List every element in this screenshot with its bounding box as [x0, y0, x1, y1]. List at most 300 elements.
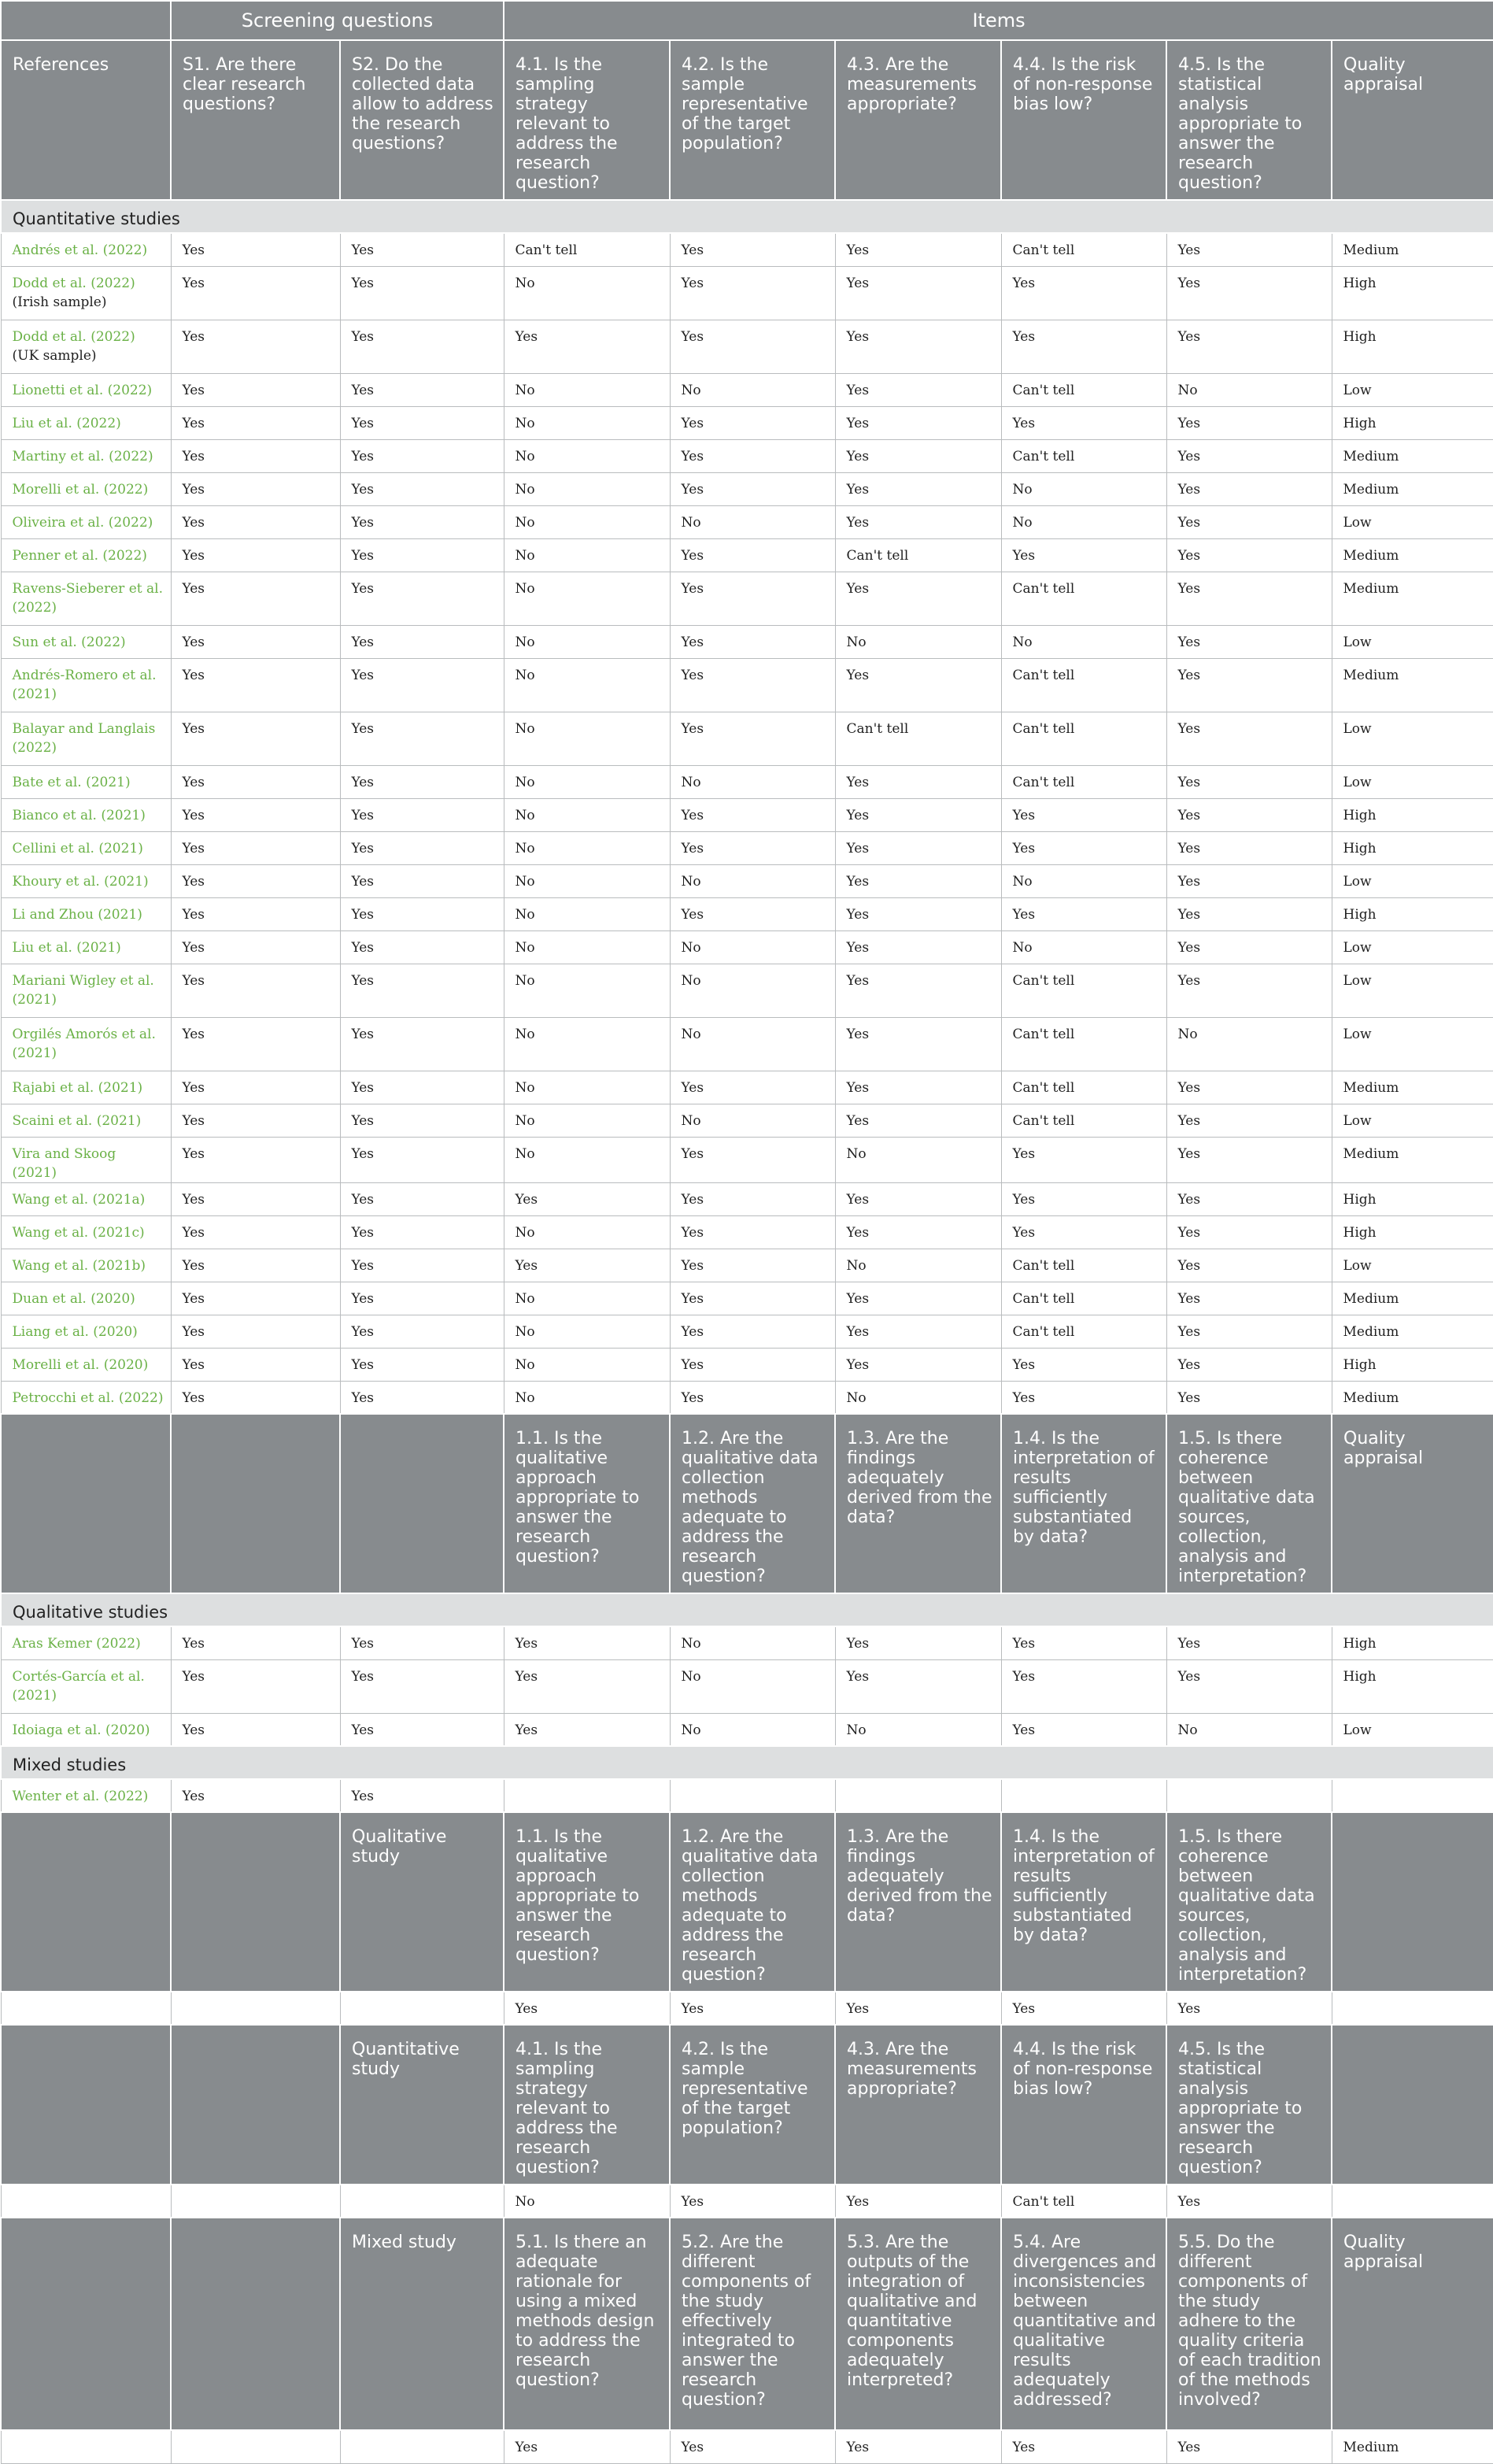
- item-header: 5.2. Are the different components of the study effectively integrated to answer the research question?: [670, 2218, 835, 2430]
- value-cell: No: [504, 1137, 670, 1182]
- value-cell: Yes: [340, 1215, 504, 1249]
- value-cell: Can't tell: [1001, 1071, 1166, 1104]
- table-row: [1, 1182, 1493, 1215]
- value-cell: Low: [1332, 765, 1493, 798]
- value-cell: Can't tell: [1001, 658, 1166, 712]
- reference-link[interactable]: Vira and Skoog (2021): [12, 1145, 116, 1181]
- value-cell: Yes: [340, 406, 504, 439]
- value-cell: Yes: [1001, 831, 1166, 864]
- value-cell: Yes: [171, 765, 340, 798]
- value-cell: Yes: [171, 1017, 340, 1071]
- reference-cell: [1, 1713, 171, 1746]
- reference-cell: [1, 1071, 171, 1104]
- table-row: [1, 1779, 1493, 1812]
- table-body: [1, 1, 1493, 2463]
- value-cell: Yes: [1166, 2430, 1332, 2463]
- reference-link[interactable]: Martiny et al. (2022): [12, 448, 153, 464]
- value-cell: Yes: [1001, 1348, 1166, 1381]
- table-row: [1, 439, 1493, 472]
- reference-cell: [1, 1017, 171, 1071]
- item-header: [1332, 2025, 1493, 2185]
- reference-link[interactable]: Andrés et al. (2022): [12, 242, 148, 258]
- blank-header-cell: [1, 2218, 171, 2430]
- value-cell: Yes: [1166, 1104, 1332, 1137]
- value-cell: No: [504, 266, 670, 320]
- mixed-study-items-header: [1, 2218, 1493, 2430]
- value-cell: Yes: [340, 798, 504, 831]
- value-cell: Yes: [835, 233, 1001, 266]
- value-cell: No: [835, 625, 1001, 658]
- value-cell: Yes: [835, 320, 1001, 373]
- value-cell: Yes: [1001, 1182, 1166, 1215]
- value-cell: Yes: [171, 439, 340, 472]
- reference-cell: [1, 1249, 171, 1282]
- reference-link[interactable]: Aras Kemer (2022): [12, 1636, 141, 1652]
- value-cell: Yes: [171, 1659, 340, 1713]
- value-cell: Yes: [835, 1182, 1001, 1215]
- table-row: [1, 864, 1493, 897]
- value-cell: Yes: [340, 572, 504, 625]
- table-row: [1, 572, 1493, 625]
- qualitative-items-header: [1, 1414, 1493, 1593]
- blank-cell: [340, 1992, 504, 2025]
- value-cell: Medium: [1332, 439, 1493, 472]
- reference-cell: [1, 625, 171, 658]
- value-cell: Yes: [171, 930, 340, 964]
- value-cell: Yes: [835, 897, 1001, 930]
- value-cell: Yes: [835, 1104, 1001, 1137]
- value-cell: No: [504, 1315, 670, 1348]
- value-cell: Yes: [340, 538, 504, 572]
- reference-cell: [1, 406, 171, 439]
- reference-cell: [1, 1659, 171, 1713]
- reference-link[interactable]: Khoury et al. (2021): [12, 873, 149, 890]
- reference-link[interactable]: Wenter et al. (2022): [12, 1789, 149, 1804]
- value-cell: Yes: [835, 658, 1001, 712]
- value-cell: Yes: [340, 1282, 504, 1315]
- value-cell: High: [1332, 1659, 1493, 1713]
- value-cell: High: [1332, 1215, 1493, 1249]
- value-cell: Can't tell: [1001, 964, 1166, 1017]
- column-header: 4.4. Is the risk of non-response bias low?: [1001, 40, 1166, 200]
- value-cell: Yes: [835, 1659, 1001, 1713]
- value-cell: Yes: [1001, 320, 1166, 373]
- value-cell: Low: [1332, 1104, 1493, 1137]
- value-cell: [1001, 1779, 1166, 1812]
- value-cell: Yes: [1166, 712, 1332, 765]
- reference-cell: [1, 472, 171, 505]
- value-cell: Yes: [835, 266, 1001, 320]
- reference-link[interactable]: Bianco et al. (2021): [12, 807, 146, 823]
- value-cell: No: [670, 1713, 835, 1746]
- item-header: 1.1. Is the qualitative approach appropriate to answer the research question?: [504, 1414, 670, 1593]
- value-cell: Yes: [340, 1779, 504, 1812]
- value-cell: Yes: [171, 798, 340, 831]
- reference-link[interactable]: Andrés-Romero et al. (2021): [12, 667, 157, 702]
- reference-link[interactable]: Orgilés Amorós et al. (2021): [12, 1026, 156, 1061]
- value-cell: Yes: [670, 1381, 835, 1414]
- reference-link[interactable]: Wang et al. (2021b): [12, 1257, 146, 1274]
- reference-cell: [1, 1137, 171, 1182]
- value-cell: Can't tell: [1001, 1017, 1166, 1071]
- value-cell: Yes: [670, 406, 835, 439]
- reference-link[interactable]: Liu et al. (2022): [12, 415, 121, 431]
- value-cell: No: [670, 964, 835, 1017]
- value-cell: Yes: [1166, 439, 1332, 472]
- value-cell: Yes: [670, 472, 835, 505]
- table-row: [1, 1348, 1493, 1381]
- value-cell: No: [504, 712, 670, 765]
- reference-link[interactable]: Mariani Wigley et al. (2021): [12, 972, 154, 1008]
- value-cell: Yes: [171, 625, 340, 658]
- table-row: [1, 658, 1493, 712]
- value-cell: Yes: [171, 658, 340, 712]
- value-cell: Yes: [171, 864, 340, 897]
- table-row: [1, 930, 1493, 964]
- value-cell: High: [1332, 1182, 1493, 1215]
- table-row: [1, 897, 1493, 930]
- value-cell: No: [670, 864, 835, 897]
- value-cell: High: [1332, 320, 1493, 373]
- value-cell: Yes: [171, 1779, 340, 1812]
- value-cell: [1166, 1779, 1332, 1812]
- blank-cell: [1, 2430, 171, 2463]
- value-cell: No: [504, 831, 670, 864]
- value-cell: Can't tell: [1001, 765, 1166, 798]
- value-cell: Low: [1332, 864, 1493, 897]
- reference-link[interactable]: Cellini et al. (2021): [12, 840, 143, 856]
- value-cell: Yes: [1166, 1348, 1332, 1381]
- value-cell: Yes: [1166, 1282, 1332, 1315]
- value-cell: Yes: [1166, 1249, 1332, 1282]
- item-header: Quality appraisal: [1332, 1414, 1493, 1593]
- item-header: 1.4. Is the interpretation of results sufficiently substantiated by data?: [1001, 1812, 1166, 1992]
- table-row: [1, 1659, 1493, 1713]
- value-cell: Yes: [670, 1315, 835, 1348]
- value-cell: Can't tell: [1001, 373, 1166, 406]
- item-header: 1.5. Is there coherence between qualitative data sources, collection, analysis and interpretation?: [1166, 1812, 1332, 1992]
- value-cell: High: [1332, 406, 1493, 439]
- value-cell: No: [504, 1348, 670, 1381]
- value-cell: Yes: [835, 1017, 1001, 1071]
- reference-cell: [1, 1779, 171, 1812]
- value-cell: Yes: [670, 538, 835, 572]
- value-cell: Yes: [1166, 1315, 1332, 1348]
- reference-cell: [1, 1215, 171, 1249]
- value-cell: Yes: [504, 320, 670, 373]
- value-cell: Can't tell: [835, 712, 1001, 765]
- item-header: 1.3. Are the findings adequately derived from the data?: [835, 1812, 1001, 1992]
- reference-link[interactable]: Liu et al. (2021): [12, 939, 121, 956]
- value-cell: No: [504, 406, 670, 439]
- value-cell: Yes: [1166, 406, 1332, 439]
- items-group-header: Items: [504, 1, 1493, 40]
- table-row: [1, 1713, 1493, 1746]
- reference-link[interactable]: Dodd et al. (2022): [12, 275, 135, 291]
- value-cell: Medium: [1332, 538, 1493, 572]
- value-cell: Yes: [1166, 831, 1332, 864]
- value-cell: Yes: [171, 897, 340, 930]
- table-row: [1, 1282, 1493, 1315]
- value-cell: Yes: [1166, 897, 1332, 930]
- reference-cell: [1, 658, 171, 712]
- value-cell: No: [1001, 472, 1166, 505]
- value-cell: Yes: [835, 406, 1001, 439]
- value-cell: No: [504, 373, 670, 406]
- value-cell: Yes: [171, 1137, 340, 1182]
- reference-link[interactable]: Rajabi et al. (2021): [12, 1079, 143, 1096]
- value-cell: Yes: [171, 538, 340, 572]
- value-cell: No: [670, 765, 835, 798]
- value-cell: Yes: [1166, 472, 1332, 505]
- value-cell: Yes: [171, 1182, 340, 1215]
- value-cell: Yes: [1166, 2185, 1332, 2218]
- reference-link[interactable]: Balayar and Langlais (2022): [12, 720, 156, 756]
- value-cell: Yes: [340, 930, 504, 964]
- value-cell: Yes: [670, 1348, 835, 1381]
- value-cell: No: [670, 1104, 835, 1137]
- value-cell: Yes: [171, 406, 340, 439]
- value-cell: Yes: [340, 505, 504, 538]
- table-row: [1, 712, 1493, 765]
- value-cell: Yes: [171, 572, 340, 625]
- value-cell: Low: [1332, 505, 1493, 538]
- value-cell: Yes: [340, 1182, 504, 1215]
- value-cell: Yes: [340, 1626, 504, 1659]
- blank-header-cell: [171, 1812, 340, 1992]
- value-cell: No: [1001, 505, 1166, 538]
- column-header: S1. Are there clear research questions?: [171, 40, 340, 200]
- value-cell: Yes: [670, 1182, 835, 1215]
- table-row: [1, 1315, 1493, 1348]
- item-header: [1332, 1812, 1493, 1992]
- reference-link[interactable]: Sun et al. (2022): [12, 634, 126, 650]
- value-cell: Yes: [340, 1348, 504, 1381]
- table-row: [1, 964, 1493, 1017]
- reference-link[interactable]: Bate et al. (2021): [12, 774, 131, 790]
- reference-link[interactable]: Ravens-Sieberer et al. (2022): [12, 580, 163, 616]
- value-cell: Yes: [171, 1282, 340, 1315]
- value-cell: Yes: [1166, 1626, 1332, 1659]
- column-header: S2. Do the collected data allow to address the research questions?: [340, 40, 504, 200]
- column-header: 4.5. Is the statistical analysis appropriate to answer the research question?: [1166, 40, 1332, 200]
- value-cell: Yes: [835, 1626, 1001, 1659]
- value-cell: Medium: [1332, 1137, 1493, 1182]
- value-cell: Yes: [835, 373, 1001, 406]
- reference-link[interactable]: Petrocchi et al. (2022): [12, 1389, 164, 1406]
- reference-cell: [1, 1626, 171, 1659]
- value-cell: Yes: [171, 1104, 340, 1137]
- value-cell: Yes: [1166, 1215, 1332, 1249]
- value-cell: [1332, 1779, 1493, 1812]
- reference-cell: [1, 930, 171, 964]
- value-cell: No: [504, 538, 670, 572]
- table-row: [1, 373, 1493, 406]
- value-cell: Yes: [1001, 1215, 1166, 1249]
- value-cell: Can't tell: [1001, 1315, 1166, 1348]
- value-cell: No: [1001, 864, 1166, 897]
- value-cell: Low: [1332, 373, 1493, 406]
- reference-link[interactable]: Duan et al. (2020): [12, 1290, 135, 1307]
- value-cell: Yes: [171, 1713, 340, 1746]
- value-cell: Yes: [835, 572, 1001, 625]
- reference-link[interactable]: Morelli et al. (2020): [12, 1356, 149, 1373]
- value-cell: Yes: [340, 625, 504, 658]
- value-cell: Yes: [670, 233, 835, 266]
- value-cell: Yes: [340, 1017, 504, 1071]
- reference-cell: [1, 765, 171, 798]
- table-row: [1, 406, 1493, 439]
- value-cell: Yes: [171, 505, 340, 538]
- table-row: [1, 831, 1493, 864]
- reference-link[interactable]: Liang et al. (2020): [12, 1323, 138, 1340]
- value-cell: Yes: [835, 798, 1001, 831]
- value-cell: Yes: [835, 1992, 1001, 2025]
- reference-link[interactable]: Wang et al. (2021c): [12, 1224, 145, 1241]
- value-cell: Can't tell: [504, 233, 670, 266]
- value-cell: Yes: [835, 964, 1001, 1017]
- value-cell: Yes: [670, 2430, 835, 2463]
- table-row: [1, 1017, 1493, 1071]
- study-type-label: Qualitative study: [340, 1812, 504, 1992]
- blank-header-cell: [171, 1414, 340, 1593]
- value-cell: Can't tell: [1001, 233, 1166, 266]
- value-cell: No: [835, 1137, 1001, 1182]
- table-row: [1, 798, 1493, 831]
- section-title: Mixed studies: [1, 1746, 1493, 1779]
- item-header: 4.5. Is the statistical analysis appropriate to answer the research question?: [1166, 2025, 1332, 2185]
- table-row: [1, 472, 1493, 505]
- value-cell: Yes: [1166, 320, 1332, 373]
- value-cell: No: [504, 897, 670, 930]
- blank-cell: [171, 2430, 340, 2463]
- value-cell: No: [1166, 1713, 1332, 1746]
- value-cell: Can't tell: [1001, 1249, 1166, 1282]
- value-cell: No: [504, 2185, 670, 2218]
- value-cell: Yes: [504, 2430, 670, 2463]
- reference-link[interactable]: Scaini et al. (2021): [12, 1112, 142, 1129]
- value-cell: Yes: [340, 712, 504, 765]
- column-header: 4.2. Is the sample representative of the target population?: [670, 40, 835, 200]
- reference-link[interactable]: Lionetti et al. (2022): [12, 382, 153, 398]
- value-cell: Yes: [171, 1315, 340, 1348]
- value-cell: No: [504, 1282, 670, 1315]
- reference-cell: [1, 864, 171, 897]
- value-cell: Yes: [670, 897, 835, 930]
- mixed-qualitative-values-row: [1, 1992, 1493, 2025]
- value-cell: No: [504, 439, 670, 472]
- value-cell: Yes: [670, 320, 835, 373]
- value-cell: Yes: [340, 864, 504, 897]
- blank-header-cell: [1, 1414, 171, 1593]
- reference-link[interactable]: Cortés-García et al. (2021): [12, 1668, 145, 1704]
- value-cell: Low: [1332, 1249, 1493, 1282]
- section-title: Quantitative studies: [1, 200, 1493, 233]
- value-cell: Yes: [1166, 1137, 1332, 1182]
- value-cell: Yes: [504, 1182, 670, 1215]
- reference-link[interactable]: Idoiaga et al. (2020): [12, 1722, 150, 1738]
- item-header: 4.2. Is the sample representative of the target population?: [670, 2025, 835, 2185]
- blank-cell: [171, 1992, 340, 2025]
- value-cell: Yes: [1166, 765, 1332, 798]
- column-header: Quality appraisal: [1332, 40, 1493, 200]
- value-cell: Yes: [1166, 1659, 1332, 1713]
- study-type-label: Quantitative study: [340, 2025, 504, 2185]
- item-header: 1.3. Are the findings adequately derived from the data?: [835, 1414, 1001, 1593]
- value-cell: Medium: [1332, 1282, 1493, 1315]
- item-header: 4.1. Is the sampling strategy relevant to address the research question?: [504, 2025, 670, 2185]
- value-cell: Yes: [1001, 1137, 1166, 1182]
- table-row: [1, 320, 1493, 373]
- value-cell: High: [1332, 266, 1493, 320]
- value-cell: Yes: [1166, 1071, 1332, 1104]
- reference-link[interactable]: Wang et al. (2021a): [12, 1191, 146, 1208]
- reference-link[interactable]: Li and Zhou (2021): [12, 906, 142, 923]
- value-cell: Yes: [1001, 1626, 1166, 1659]
- value-cell: Medium: [1332, 1071, 1493, 1104]
- value-cell: Yes: [1001, 798, 1166, 831]
- table-row: [1, 266, 1493, 320]
- value-cell: Low: [1332, 625, 1493, 658]
- reference-link[interactable]: Dodd et al. (2022): [12, 328, 135, 345]
- section-title: Qualitative studies: [1, 1593, 1493, 1626]
- reference-cell: [1, 439, 171, 472]
- value-cell: Low: [1332, 712, 1493, 765]
- table-row: [1, 625, 1493, 658]
- reference-cell: [1, 505, 171, 538]
- mixed-study-values-row: [1, 2430, 1493, 2463]
- value-cell: Yes: [340, 439, 504, 472]
- reference-link[interactable]: Penner et al. (2022): [12, 547, 147, 564]
- blank-cell: [340, 2185, 504, 2218]
- value-cell: High: [1332, 897, 1493, 930]
- mixed-qualitative-items-header: [1, 1812, 1493, 1992]
- value-cell: Yes: [1166, 1182, 1332, 1215]
- value-cell: Yes: [670, 712, 835, 765]
- table-row: [1, 765, 1493, 798]
- value-cell: No: [1166, 1017, 1332, 1071]
- value-cell: Yes: [1166, 864, 1332, 897]
- reference-cell: [1, 964, 171, 1017]
- value-cell: Yes: [340, 1104, 504, 1137]
- value-cell: Yes: [1166, 1381, 1332, 1414]
- value-cell: Yes: [670, 439, 835, 472]
- value-cell: Yes: [340, 320, 504, 373]
- value-cell: No: [835, 1381, 1001, 1414]
- value-cell: Yes: [171, 1215, 340, 1249]
- value-cell: Yes: [670, 1137, 835, 1182]
- reference-cell: [1, 798, 171, 831]
- blank-header-cell: [1, 1812, 171, 1992]
- value-cell: No: [504, 765, 670, 798]
- reference-link[interactable]: Oliveira et al. (2022): [12, 514, 153, 531]
- value-cell: Yes: [1001, 1659, 1166, 1713]
- reference-link[interactable]: Morelli et al. (2022): [12, 481, 149, 498]
- value-cell: High: [1332, 1626, 1493, 1659]
- value-cell: Yes: [1001, 2430, 1166, 2463]
- value-cell: Yes: [1166, 266, 1332, 320]
- value-cell: Can't tell: [1001, 1104, 1166, 1137]
- blank-header-cell: [171, 2025, 340, 2185]
- value-cell: High: [1332, 798, 1493, 831]
- value-cell: Yes: [1166, 572, 1332, 625]
- value-cell: Yes: [835, 831, 1001, 864]
- blank-cell: [171, 2185, 340, 2218]
- table-row: [1, 233, 1493, 266]
- value-cell: Yes: [340, 1315, 504, 1348]
- value-cell: Yes: [171, 1348, 340, 1381]
- value-cell: Yes: [1001, 406, 1166, 439]
